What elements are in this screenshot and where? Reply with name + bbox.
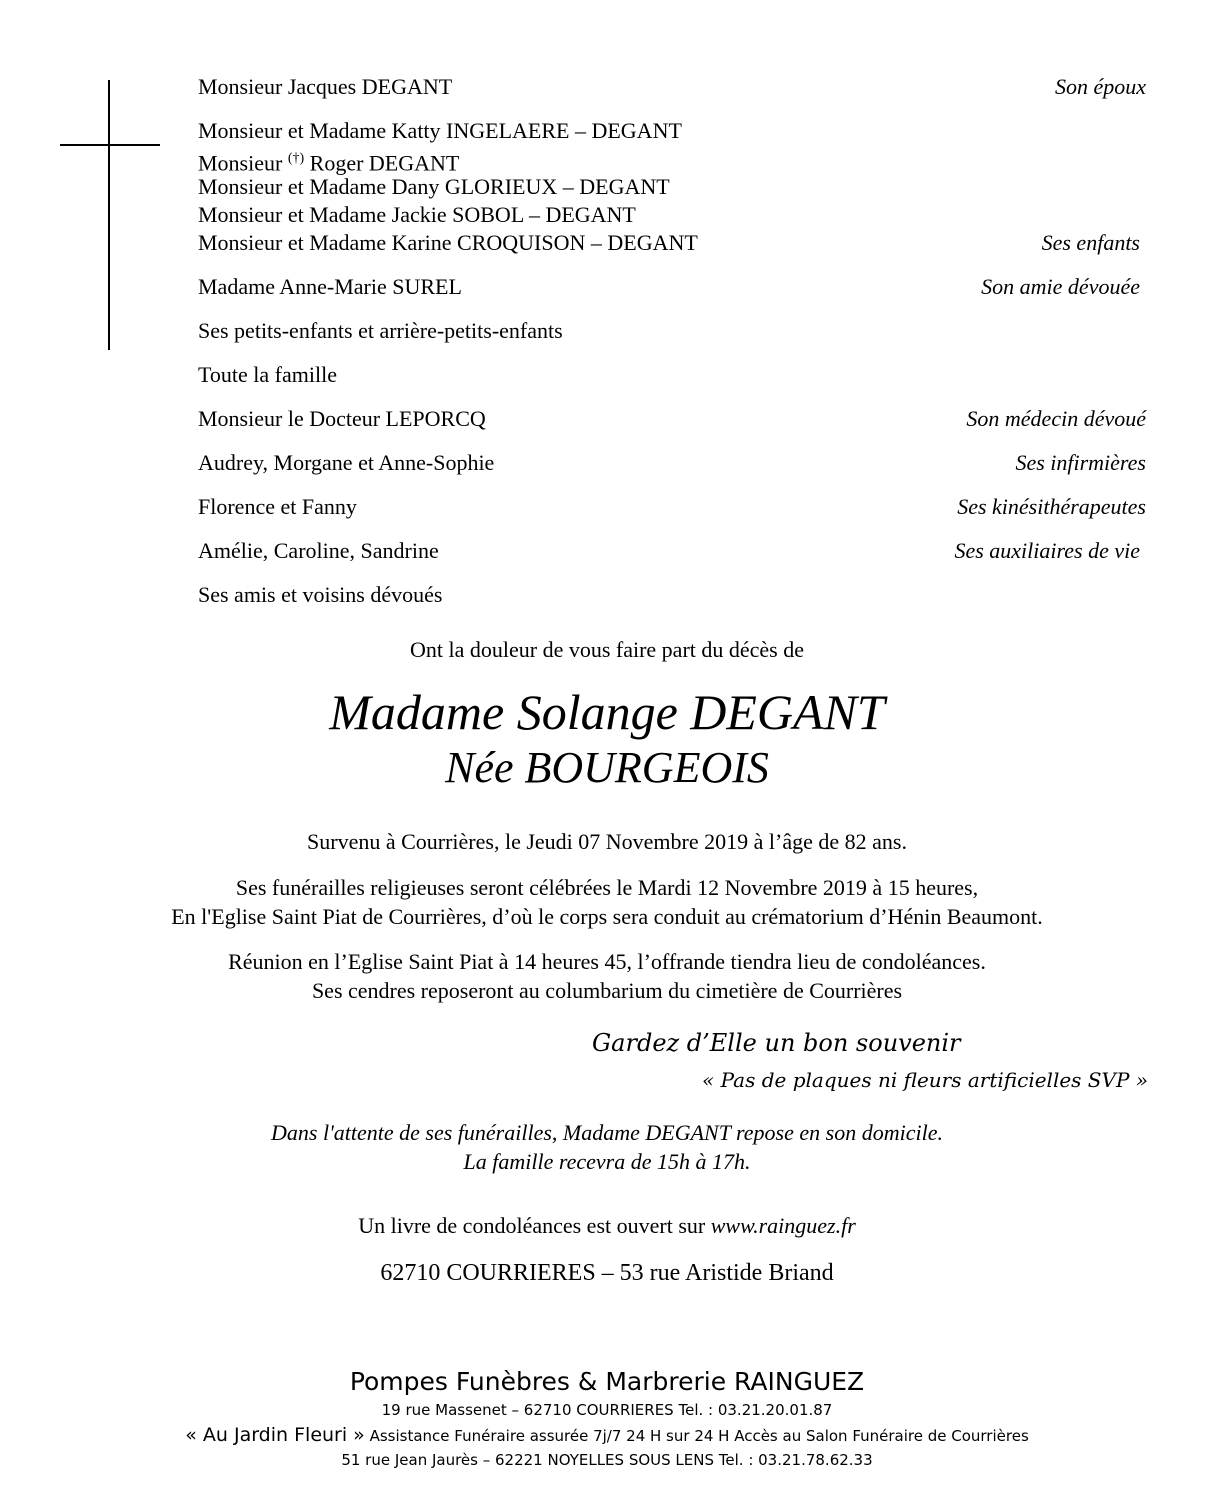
family-line — [198, 317, 1146, 345]
family-line — [198, 229, 1146, 257]
death-line: Survenu à Courrières, le Jeudi 07 Novembre 2019 à l’âge de 82 ans. — [307, 829, 907, 854]
jardin-name: « Au Jardin Fleuri » — [185, 1424, 365, 1446]
meeting-line: Ses cendres reposeront au columbarium du cimetière de Courrières — [311, 978, 903, 1003]
family-name: Florence et Fanny — [198, 494, 357, 519]
deceased-name: Madame Solange DEGANT — [329, 684, 885, 740]
announcement: Ont la douleur de vous faire part du décès de — [409, 637, 805, 662]
family-line — [198, 361, 1146, 389]
family-line — [198, 405, 1146, 433]
condolence-line — [0, 1211, 1214, 1240]
condolence-text: Un livre de condoléances est ouvert sur — [358, 1213, 711, 1238]
family-name: Monsieur et Madame Jackie SOBOL – DEGANT — [198, 202, 636, 227]
family-name-prefix: Monsieur — [198, 150, 283, 176]
wake-line: La famille recevra de 15h à 17h. — [463, 1149, 751, 1174]
family-line — [198, 173, 1146, 201]
family-relation: Son médecin dévoué — [966, 406, 1146, 431]
family-relation: Ses infirmières — [1015, 450, 1146, 475]
family-line — [198, 581, 1146, 609]
family-name-suffix: Roger DEGANT — [309, 150, 460, 176]
condolence-url-link[interactable]: www.rainguez.fr — [710, 1213, 856, 1238]
home-address: 62710 COURRIERES – 53 rue Aristide Briand — [380, 1260, 834, 1286]
family-line — [198, 537, 1146, 565]
family-name: Toute la famille — [198, 362, 337, 387]
family-relation: Ses enfants — [1041, 230, 1140, 255]
family-line — [198, 117, 1146, 145]
jardin-details: Assistance Funéraire assurée 7j/7 24 H sur 24 H Accès au Salon Funéraire de Courrières — [364, 1427, 1029, 1445]
family-line — [198, 201, 1146, 229]
family-name: Madame Anne-Marie SUREL — [198, 274, 462, 299]
no-plaques-note: « Pas de plaques ni fleurs artificielles SVP » — [702, 1068, 1148, 1092]
family-name: Ses amis et voisins dévoués — [198, 582, 443, 607]
family-line — [198, 273, 1146, 301]
family-name: Monsieur Jacques DEGANT — [198, 74, 453, 99]
company-address: 19 rue Massenet – 62710 COURRIERES Tel. : 03.21.20.01.87 — [381, 1401, 833, 1419]
family-relation: Son amie dévouée — [981, 274, 1140, 299]
funeral-line: En l'Eglise Saint Piat de Courrières, d’où le corps sera conduit au crématorium d’Hénin Beaumont. — [171, 904, 1043, 929]
deceased-maiden-name: Née BOURGEOIS — [445, 743, 769, 792]
family-name: Amélie, Caroline, Sandrine — [198, 538, 439, 563]
family-name: Monsieur et Madame Karine CROQUISON – DEGANT — [198, 230, 698, 255]
family-relation: Ses kinésithérapeutes — [957, 494, 1146, 519]
meeting-line: Réunion en l’Eglise Saint Piat à 14 heures 45, l’offrande tiendra lieu de condoléances. — [228, 949, 986, 974]
family-name: Audrey, Morgane et Anne-Sophie — [198, 450, 495, 475]
company-name: Pompes Funèbres & Marbrerie RAINGUEZ — [349, 1367, 865, 1396]
family-relation: Ses auxiliaires de vie — [954, 538, 1140, 563]
family-name: Monsieur le Docteur LEPORCQ — [198, 406, 486, 431]
family-line — [198, 493, 1146, 521]
family-line — [198, 73, 1146, 101]
souvenir-text: Gardez d’Elle un bon souvenir — [592, 1029, 961, 1057]
family-name: Ses petits-enfants et arrière-petits-enfants — [198, 318, 563, 343]
deceased-mark: (†) — [287, 151, 305, 166]
jardin-line — [0, 1424, 1214, 1447]
family-line — [198, 449, 1146, 477]
cross-horizontal-bar — [60, 144, 160, 146]
wake-line: Dans l'attente de ses funérailles, Madame DEGANT repose en son domicile. — [271, 1120, 943, 1145]
cross-vertical-bar — [108, 80, 110, 350]
family-name: Monsieur et Madame Katty INGELAERE – DEGANT — [198, 118, 682, 143]
jardin-address: 51 rue Jean Jaurès – 62221 NOYELLES SOUS LENS Tel. : 03.21.78.62.33 — [341, 1451, 873, 1469]
family-relation: Son époux — [1054, 74, 1146, 99]
family-name: Monsieur et Madame Dany GLORIEUX – DEGANT — [198, 174, 670, 199]
funeral-line: Ses funérailles religieuses seront célébrées le Mardi 12 Novembre 2019 à 15 heures, — [235, 875, 979, 900]
